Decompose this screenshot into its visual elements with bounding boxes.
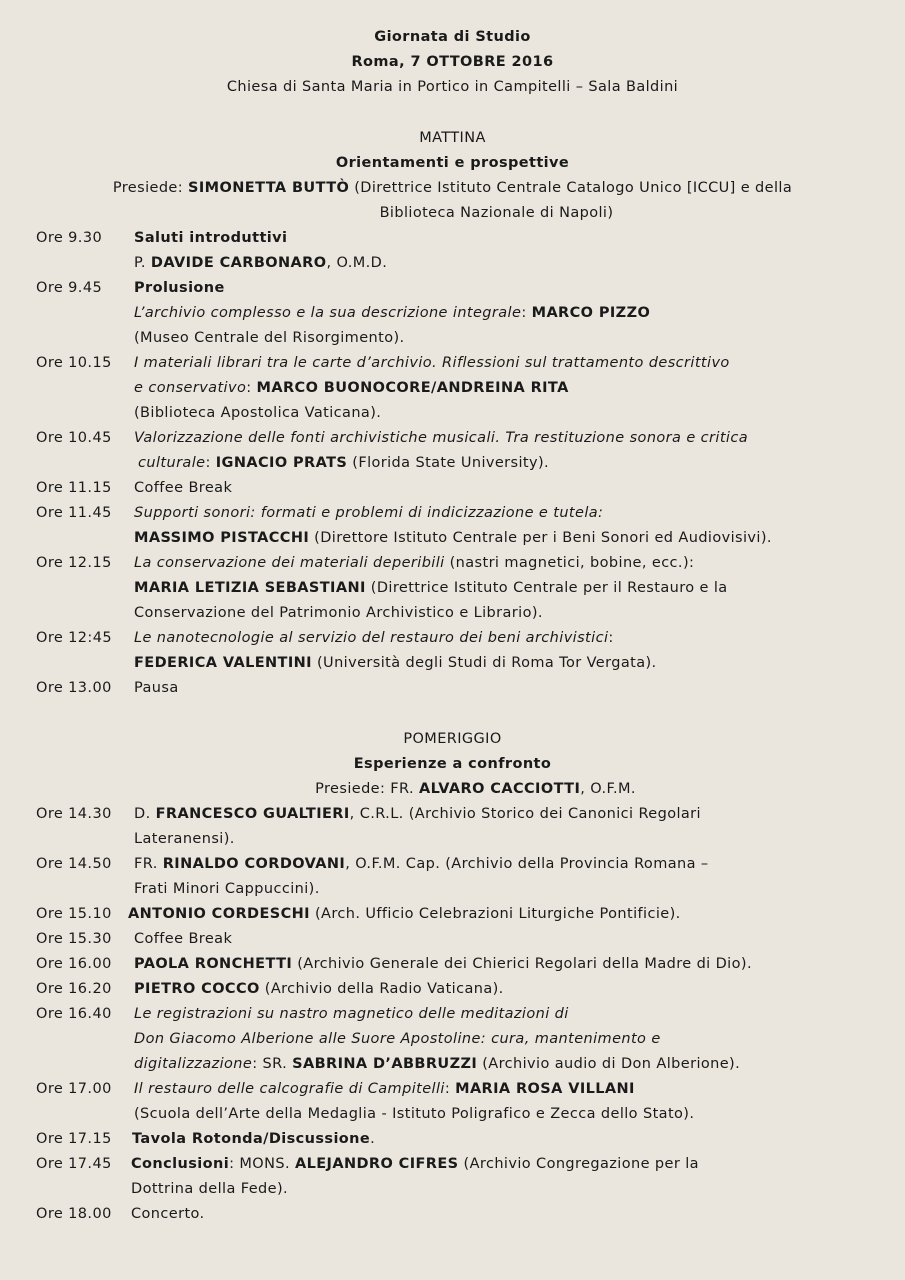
talk-title: La conservazione dei materiali deperibili — [134, 555, 445, 571]
morning-chair-role-2: Biblioteca Nazionale di Napoli) — [379, 205, 614, 221]
talk-title: Le nanotecnologie al servizio del restauro dei beni archivistici — [134, 630, 609, 646]
speaker-name: IGNACIO PRATS — [215, 455, 348, 471]
affiliation: (Direttore Istituto Centrale per i Beni Sonori ed Audiovisivi). — [309, 530, 772, 546]
chair-role: (Direttrice Istituto Centrale Catalogo Unico [ICCU] e della — [349, 180, 793, 196]
talk-line — [134, 1081, 635, 1097]
speaker-name: MARIA LETIZIA SEBASTIANI — [134, 580, 366, 596]
affiliation: (Università degli Studi di Roma Tor Vergata). — [311, 655, 657, 671]
talk-line — [134, 380, 569, 396]
affiliation: (Archivio della Radio Vaticana). — [259, 981, 504, 997]
break-label: Coffee Break — [134, 931, 233, 947]
talk-line — [138, 455, 549, 471]
speaker-line — [134, 655, 657, 671]
separator: : — [521, 305, 532, 321]
affiliation-cont: Frati Minori Cappuccini). — [134, 881, 320, 897]
affiliation: (Direttrice Istituto Centrale per il Restauro e la — [365, 580, 728, 596]
speaker-name: PIETRO COCCO — [134, 981, 260, 997]
speaker-name: MARIA ROSA VILLANI — [455, 1081, 635, 1097]
time-label: Ore 15.10 — [36, 906, 112, 922]
closing-label: Concerto. — [131, 1206, 205, 1222]
affiliation-cont: Dottrina della Fede). — [131, 1181, 289, 1197]
speaker-name: RINALDO CORDOVANI — [162, 856, 346, 872]
affiliation: (Biblioteca Apostolica Vaticana). — [134, 405, 382, 421]
event-title: Giornata di Studio — [374, 29, 531, 45]
chair-name: ALVARO CACCIOTTI — [419, 781, 581, 797]
session-line — [131, 1156, 699, 1172]
affiliation: , O.F.M. Cap. (Archivio della Provincia Romana – — [345, 856, 709, 872]
separator: : MONS. — [229, 1156, 295, 1172]
speaker-line — [128, 906, 681, 922]
talk-title: L’archivio complesso e la sua descrizione integrale — [134, 305, 522, 321]
separator: : — [246, 380, 257, 396]
time-label: Ore 16.00 — [36, 956, 112, 972]
time-label: Ore 14.50 — [36, 856, 112, 872]
event-date: Roma, 7 OTTOBRE 2016 — [351, 54, 554, 70]
talk-title: Valorizzazione delle fonti archivistiche musicali. Tra restituzione sonora e critica — [134, 430, 748, 446]
affiliation: , C.R.L. (Archivio Storico dei Canonici Regolari — [349, 806, 701, 822]
time-label: Ore 15.30 — [36, 931, 112, 947]
time-label: Ore 9.30 — [36, 230, 103, 246]
afternoon-heading: POMERIGGIO — [403, 731, 502, 747]
talk-title: Il restauro delle calcografie di Campitelli — [134, 1081, 445, 1097]
session-title: Prolusione — [134, 280, 225, 296]
session-line — [132, 1131, 375, 1147]
time-label: Ore 16.40 — [36, 1006, 112, 1022]
speaker-name: MARCO PIZZO — [531, 305, 651, 321]
speaker-line — [134, 806, 701, 822]
talk-title: Le registrazioni su nastro magnetico delle meditazioni di — [134, 1006, 569, 1022]
speaker-name: MASSIMO PISTACCHI — [134, 530, 310, 546]
chair-prefix: Presiede: — [112, 180, 189, 196]
separator: : — [205, 455, 216, 471]
speaker-line — [134, 580, 728, 596]
speaker-prefix: D. — [134, 806, 156, 822]
affiliation: (Museo Centrale del Risorgimento). — [134, 330, 405, 346]
time-label: Ore 12.15 — [36, 555, 112, 571]
affiliation: (Arch. Ufficio Celebrazioni Liturgiche Pontificie). — [309, 906, 681, 922]
separator: : SR. — [252, 1056, 293, 1072]
affiliation-cont: Conservazione del Patrimonio Archivistico e Librario). — [134, 605, 543, 621]
affiliation: (Archivio Generale dei Chierici Regolari della Madre di Dio). — [292, 956, 752, 972]
speaker-line — [134, 856, 709, 872]
talk-line — [134, 555, 694, 571]
chair-name: SIMONETTA BUTTÒ — [188, 180, 350, 196]
separator: : — [608, 630, 614, 646]
separator: : — [444, 1081, 456, 1097]
affiliation: (Florida State University). — [347, 455, 550, 471]
time-label: Ore 12:45 — [36, 630, 112, 646]
time-label: Ore 18.00 — [36, 1206, 112, 1222]
talk-line — [134, 1056, 740, 1072]
speaker-name: DAVIDE CARBONARO — [150, 255, 327, 271]
time-label: Ore 14.30 — [36, 806, 112, 822]
speaker-prefix: P. — [134, 255, 151, 271]
time-label: Ore 9.45 — [36, 280, 103, 296]
event-venue: Chiesa di Santa Maria in Portico in Campitelli – Sala Baldini — [226, 79, 679, 95]
speaker-name: MARCO BUONOCORE/ANDREINA RITA — [256, 380, 569, 396]
talk-title-cont: Don Giacomo Alberione alle Suore Apostoline: cura, mantenimento e — [134, 1031, 661, 1047]
speaker-line — [134, 255, 387, 271]
time-label: Ore 17.15 — [36, 1131, 112, 1147]
punctuation: . — [370, 1131, 376, 1147]
afternoon-chair — [23, 781, 905, 797]
afternoon-subtitle: Esperienze a confronto — [353, 756, 552, 772]
time-label: Ore 17.00 — [36, 1081, 112, 1097]
morning-chair — [0, 180, 905, 196]
time-label: Ore 10.15 — [36, 355, 112, 371]
time-label: Ore 11.15 — [36, 480, 112, 496]
morning-subtitle: Orientamenti e prospettive — [335, 155, 570, 171]
time-label: Ore 16.20 — [36, 981, 112, 997]
affiliation: (Archivio Congregazione per la — [458, 1156, 699, 1172]
talk-title: I materiali librari tra le carte d’archivio. Riflessioni sul trattamento descrittivo — [134, 355, 730, 371]
talk-line — [134, 630, 614, 646]
speaker-name: SABRINA D’ABBRUZZI — [292, 1056, 478, 1072]
time-label: Ore 10.45 — [36, 430, 112, 446]
session-title: Saluti introduttivi — [134, 230, 288, 246]
speaker-name: ALEJANDRO CIFRES — [294, 1156, 459, 1172]
break-label: Pausa — [134, 680, 179, 696]
speaker-prefix: FR. — [134, 856, 163, 872]
time-label: Ore 13.00 — [36, 680, 112, 696]
chair-prefix: Presiede: FR. — [315, 781, 420, 797]
speaker-name: ANTONIO CORDESCHI — [128, 906, 310, 922]
session-title: Conclusioni — [131, 1156, 230, 1172]
affiliation-cont: Lateranensi). — [134, 831, 235, 847]
session-title: Tavola Rotonda/Discussione — [132, 1131, 371, 1147]
break-label: Coffee Break — [134, 480, 233, 496]
talk-title: Supporti sonori: formati e problemi di indicizzazione e tutela: — [134, 505, 604, 521]
speaker-order: , O.M.D. — [326, 255, 388, 271]
talk-line — [134, 305, 650, 321]
affiliation: (Scuola dell’Arte della Medaglia - Istituto Poligrafico e Zecca dello Stato). — [134, 1106, 695, 1122]
speaker-name: FRANCESCO GUALTIERI — [155, 806, 350, 822]
time-label: Ore 11.45 — [36, 505, 112, 521]
talk-title-cont: culturale — [138, 455, 206, 471]
speaker-line — [134, 530, 772, 546]
talk-note: (nastri magnetici, bobine, ecc.): — [444, 555, 695, 571]
talk-title-cont: e conservativo — [134, 380, 247, 396]
affiliation: (Archivio audio di Don Alberione). — [477, 1056, 741, 1072]
chair-order: , O.F.M. — [580, 781, 636, 797]
speaker-line — [134, 981, 504, 997]
speaker-name: FEDERICA VALENTINI — [134, 655, 312, 671]
time-label: Ore 17.45 — [36, 1156, 112, 1172]
speaker-name: PAOLA RONCHETTI — [134, 956, 293, 972]
morning-heading: MATTINA — [419, 130, 486, 146]
speaker-line — [134, 956, 752, 972]
talk-title-cont: digitalizzazione — [134, 1056, 253, 1072]
